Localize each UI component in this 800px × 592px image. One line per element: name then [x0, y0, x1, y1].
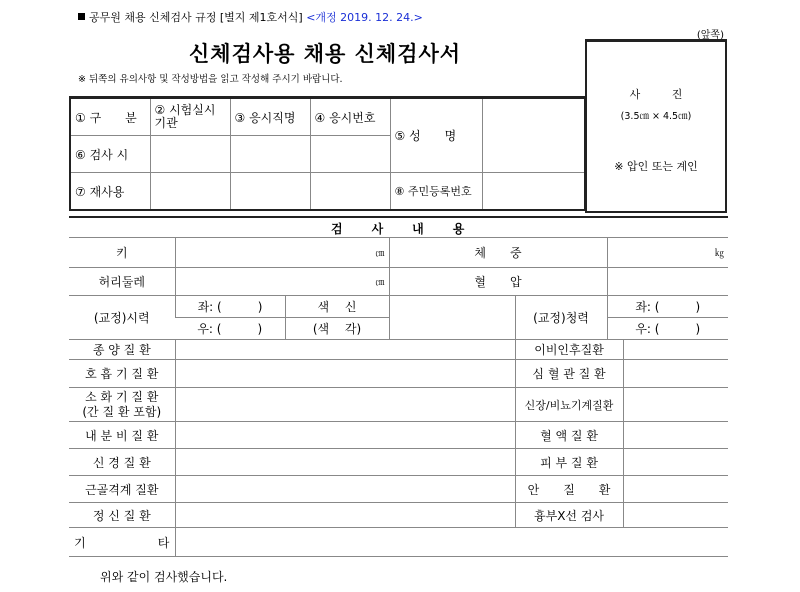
disease-label: 정 신 질 환 — [69, 503, 175, 528]
other-field[interactable] — [175, 528, 728, 557]
exam-no-label: ④ 응시번호 — [310, 98, 390, 136]
rrn-label: ⑧ 주민등록번호 — [390, 173, 482, 211]
exam-no-field[interactable] — [310, 136, 390, 173]
disease-field[interactable] — [175, 503, 515, 528]
digestive-label: 소 화 기 질 환 — [85, 389, 159, 404]
bp-field[interactable] — [607, 268, 728, 296]
institution-field[interactable] — [150, 136, 230, 173]
color-vision-field[interactable] — [389, 296, 515, 340]
institution-label: ② 시험실시기관 — [150, 98, 230, 136]
division-label: ① 구 분 — [70, 98, 150, 136]
hearing-label: (교정)청력 — [515, 296, 607, 340]
disease-label: 심 혈 관 질 환 — [515, 360, 623, 388]
disease-label — [69, 388, 175, 422]
square-bullet-icon — [78, 13, 85, 20]
hearing-left[interactable]: 좌: ( ) — [607, 296, 728, 318]
disease-label: 호 흡 기 질 환 — [69, 360, 175, 388]
name-label: ⑤ 성 명 — [390, 98, 482, 173]
color-vision-label: 색 신 — [285, 296, 389, 318]
reuse-label: ⑦ 재사용 — [70, 173, 150, 211]
page-title: 신체검사용 채용 신체검사서 — [189, 42, 462, 66]
photo-size: (3.5㎝ × 4.5㎝) — [620, 111, 692, 122]
disease-label: 이비인후질환 — [515, 340, 623, 360]
exam-results-table — [69, 237, 728, 557]
disease-field[interactable] — [623, 503, 728, 528]
waist-unit[interactable]: ㎝ — [175, 268, 389, 296]
position-label: ③ 응시직명 — [230, 98, 310, 136]
disease-field[interactable] — [623, 476, 728, 503]
weight-unit[interactable]: ㎏ — [607, 238, 728, 268]
disease-field[interactable] — [623, 340, 728, 360]
disease-label: 종 양 질 환 — [69, 340, 175, 360]
form-ref-text: 공무원 채용 신체검사 규정 [별지 제1호서식] — [89, 11, 303, 24]
waist-label: 허리둘레 — [69, 268, 175, 296]
disease-field[interactable] — [623, 388, 728, 422]
disease-label: 신 경 질 환 — [69, 449, 175, 476]
name-field[interactable] — [482, 98, 585, 173]
revision-date: <개정 2019. 12. 24.> — [306, 11, 423, 24]
reuse-field-1[interactable] — [150, 173, 230, 211]
color-sense-label: (색 각) — [285, 318, 389, 340]
photo-seal-note: ※ 압인 또는 계인 — [614, 160, 698, 173]
vision-right[interactable]: 우: ( ) — [175, 318, 285, 340]
position-field[interactable] — [230, 136, 310, 173]
disease-label: 내 분 비 질 환 — [69, 422, 175, 449]
bp-label: 혈 압 — [389, 268, 607, 296]
reuse-field-3[interactable] — [310, 173, 390, 211]
instruction-note: ※ 뒤쪽의 유의사항 및 작성방법을 읽고 작성해 주시기 바랍니다. — [78, 74, 343, 85]
disease-field[interactable] — [175, 449, 515, 476]
disease-field[interactable] — [175, 360, 515, 388]
disease-field[interactable] — [175, 422, 515, 449]
liver-label: (간 질 환 포함) — [82, 404, 162, 419]
disease-field[interactable] — [623, 422, 728, 449]
height-label: 키 — [69, 238, 175, 268]
vision-left[interactable]: 좌: ( ) — [175, 296, 285, 318]
disease-label: 안 질 환 — [515, 476, 623, 503]
disease-label: 피 부 질 환 — [515, 449, 623, 476]
footer-statement: 위와 같이 검사했습니다. — [100, 570, 228, 584]
disease-field[interactable] — [623, 449, 728, 476]
disease-field[interactable] — [623, 360, 728, 388]
page-side: (앞쪽) — [696, 30, 724, 41]
applicant-info-table — [69, 96, 586, 211]
rrn-field[interactable] — [482, 173, 585, 211]
photo-label: 사 진 — [629, 88, 697, 101]
weight-label: 체 중 — [389, 238, 607, 268]
section-title: 검사내용 — [331, 222, 494, 236]
section-header — [69, 216, 728, 239]
other-label: 기 타 — [69, 528, 175, 557]
disease-label: 신장/비뇨기계질환 — [515, 388, 623, 422]
disease-label: 근골격계 질환 — [69, 476, 175, 503]
height-unit[interactable]: ㎝ — [175, 238, 389, 268]
form-reference — [78, 9, 423, 25]
disease-field[interactable] — [175, 388, 515, 422]
hearing-right[interactable]: 우: ( ) — [607, 318, 728, 340]
exam-date-label: ⑥ 검사 시 — [70, 136, 150, 173]
photo-box[interactable] — [585, 39, 727, 213]
disease-field[interactable] — [175, 340, 515, 360]
disease-label: 흉부X선 검사 — [515, 503, 623, 528]
reuse-field-2[interactable] — [230, 173, 310, 211]
disease-label: 혈 액 질 환 — [515, 422, 623, 449]
disease-field[interactable] — [175, 476, 515, 503]
vision-label: (교정)시력 — [69, 296, 175, 340]
